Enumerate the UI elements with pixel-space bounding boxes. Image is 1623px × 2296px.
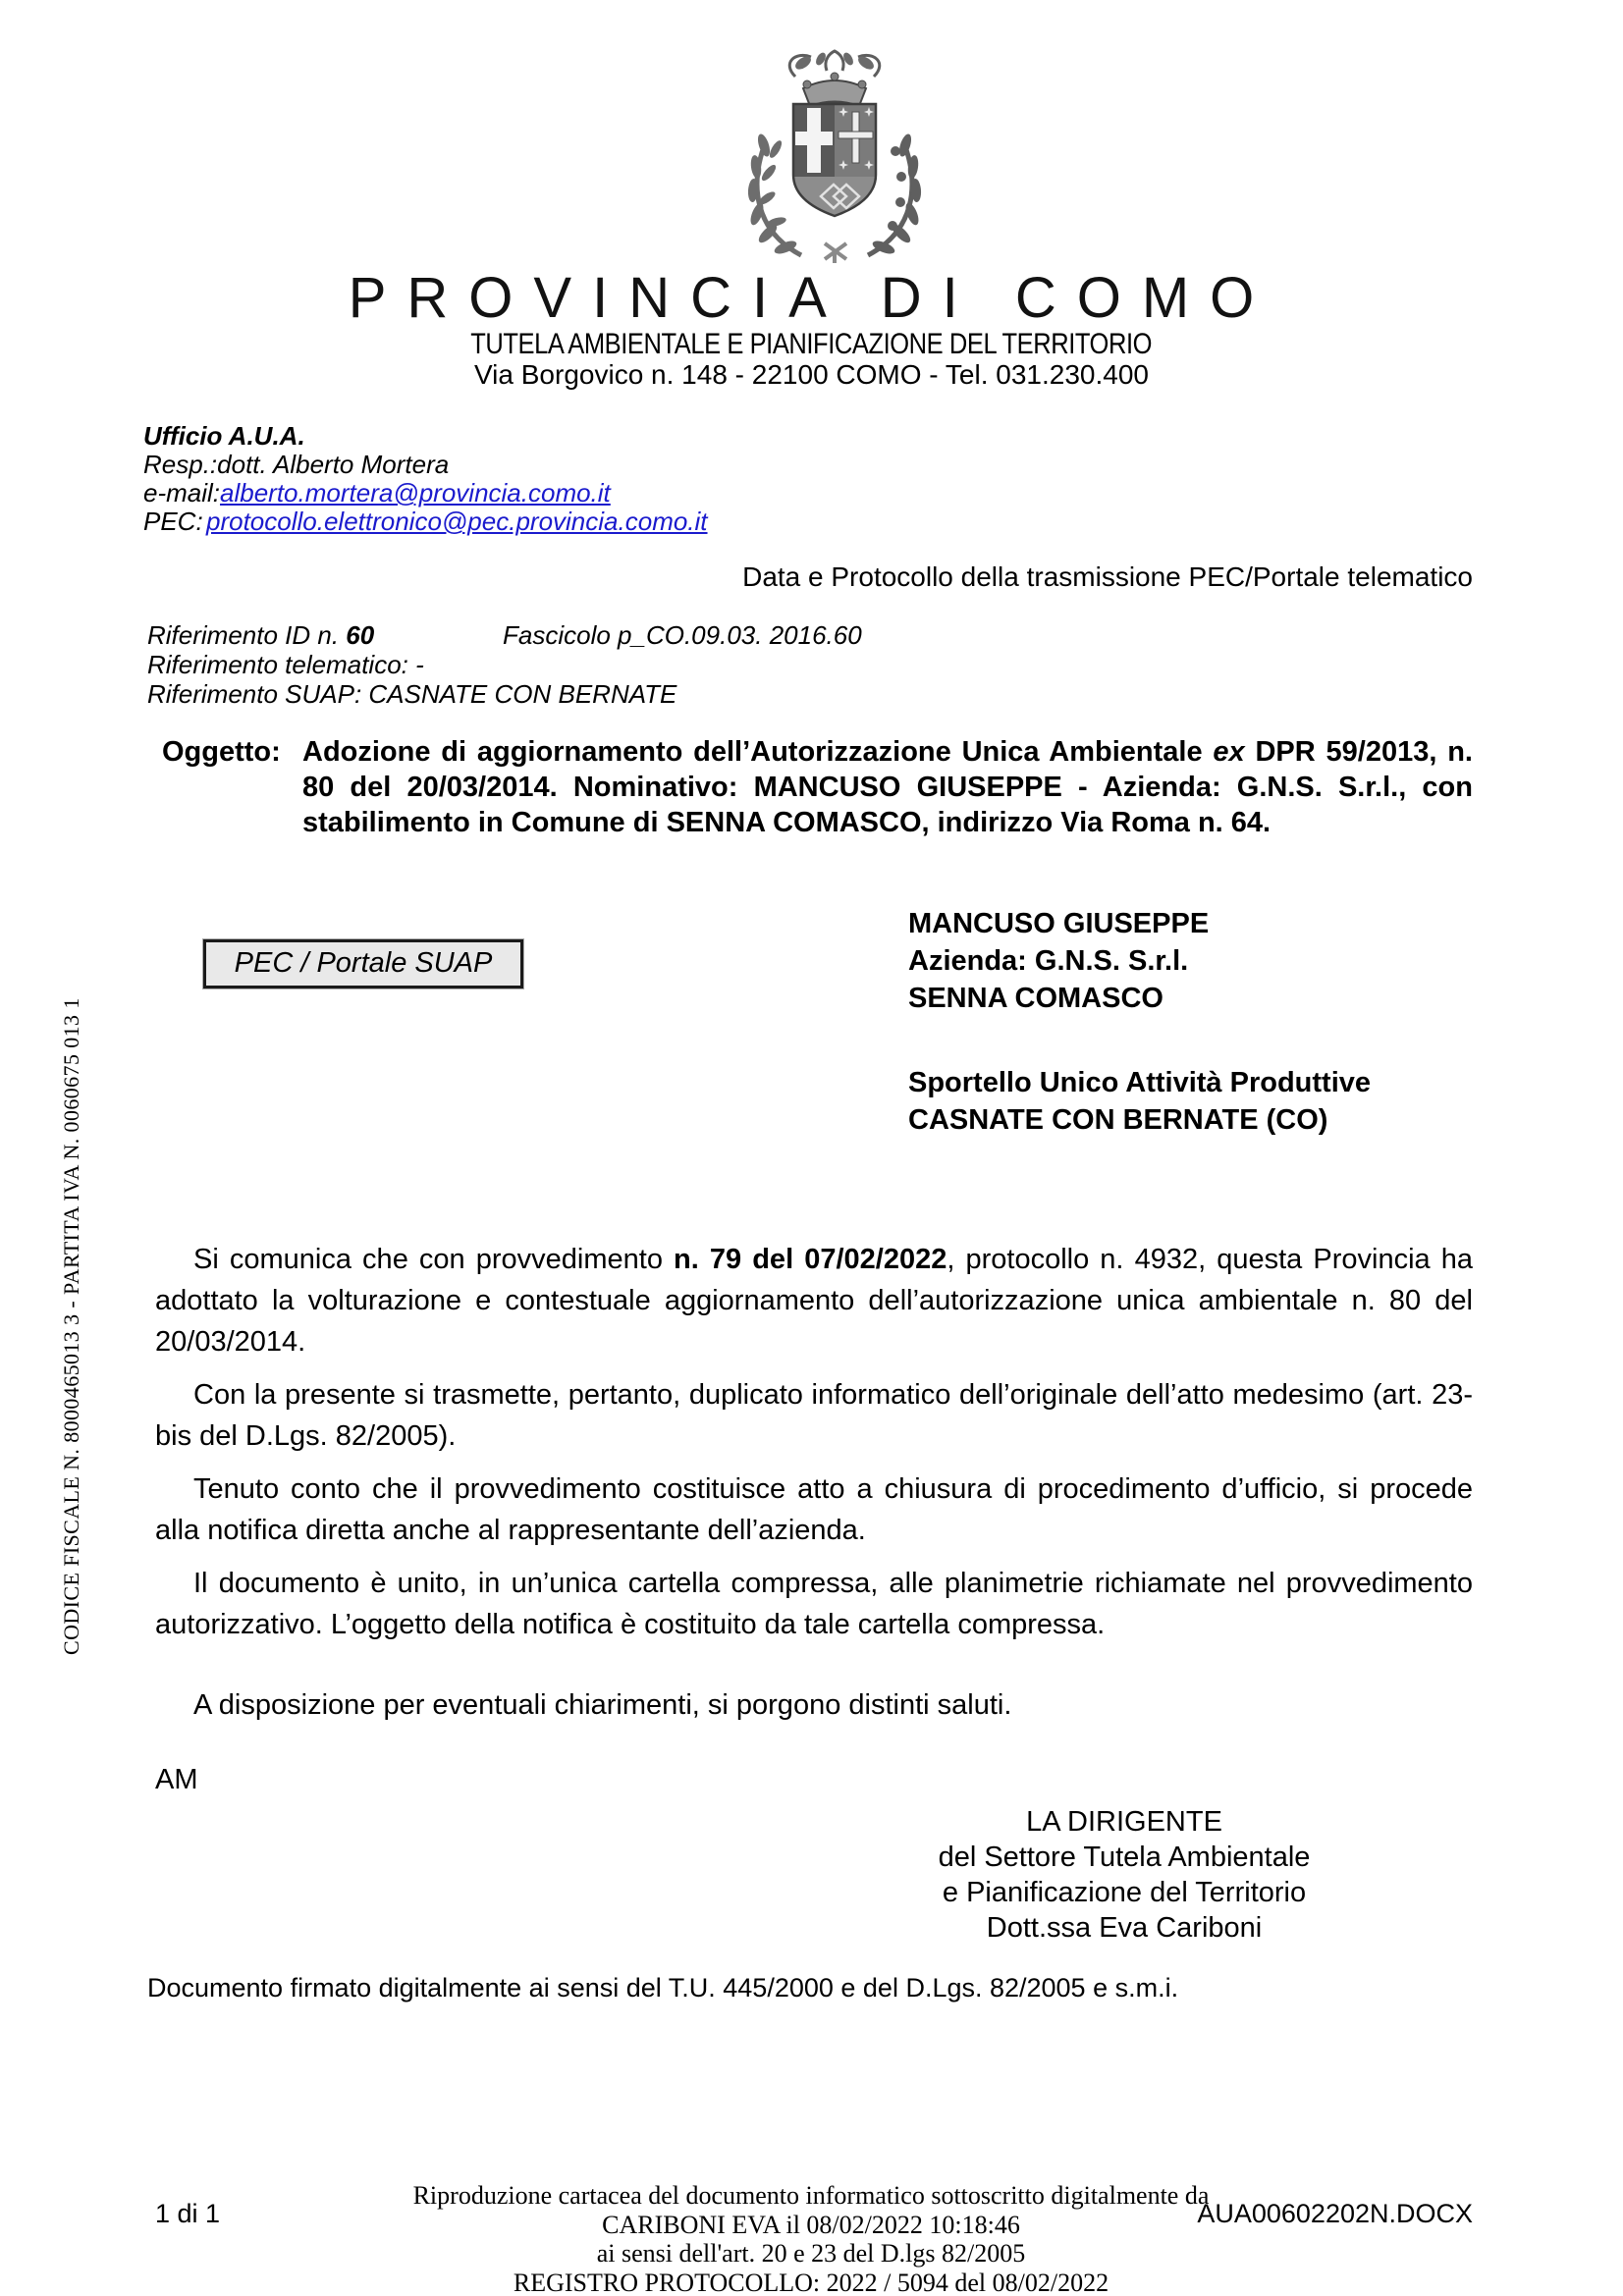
office-name: Ufficio A.U.A. — [143, 421, 305, 451]
resp-label: Resp.: — [143, 450, 218, 479]
signature-name: Dott.ssa Eva Cariboni — [986, 1912, 1263, 1944]
office-pec-line — [143, 507, 708, 536]
recipient-company: Azienda: G.N.S. S.r.l. — [908, 945, 1189, 977]
reference-telematico: Riferimento telematico: - — [147, 650, 424, 679]
reference-id-value: 60 — [346, 620, 375, 650]
pec-link[interactable]: protocollo.elettronico@pec.provincia.como.it — [206, 507, 708, 536]
fiscal-code-sidebar: CODICE FISCALE N. 8000465013 3 - PARTITA IVA N. 0060675 013 1 — [59, 997, 83, 1655]
org-department-wrap — [0, 328, 1623, 361]
signature-role: LA DIRIGENTE — [1026, 1806, 1222, 1838]
page-number: 1 di 1 — [155, 2199, 221, 2228]
shield — [793, 104, 876, 218]
closing-line: A disposizione per eventuali chiarimenti, si porgono distinti saluti. — [193, 1689, 1012, 1721]
office-email-line — [143, 479, 708, 507]
references-block — [147, 620, 862, 709]
crown — [803, 73, 866, 106]
provision-reference: n. 79 del 07/02/2022 — [674, 1244, 947, 1275]
signature-sector-2: e Pianificazione del Territorio — [942, 1877, 1307, 1908]
document-filename: AUA00602202N.DOCX — [1197, 2199, 1473, 2228]
subject-ex: ex — [1213, 736, 1245, 768]
digital-signature-note: Documento firmato digitalmente ai sensi del T.U. 445/2000 e del D.Lgs. 82/2005 e s.m.i. — [147, 1973, 1179, 2002]
signature-sector-1: del Settore Tutela Ambientale — [938, 1842, 1311, 1873]
reference-suap: Riferimento SUAP: CASNATE CON BERNATE — [147, 679, 677, 709]
reference-id-line — [147, 620, 862, 650]
subject-text: Adozione di aggiornamento dell’Autorizzazione Unica Ambientale ex DPR 59/2013, n. 80 del 20/03/2014. Nominativo: MANCUSO GIUSEPPE - Azienda: G.N.S. S.r.l., con stabilimento in Comune di SENNA COMASCO, indirizzo Via Roma n. 64. — [302, 736, 1473, 838]
author-initials: AM — [155, 1764, 198, 1795]
recipient-suap-city: CASNATE CON BERNATE (CO) — [908, 1104, 1328, 1136]
recipients-block — [908, 905, 1371, 1139]
pec-label: PEC: — [143, 507, 203, 536]
email-label: e-mail: — [143, 478, 221, 507]
org-department: TUTELA AMBIENTALE E PIANIFICAZIONE DEL TERRITORIO — [470, 328, 1153, 360]
signature-block — [776, 1804, 1473, 1946]
office-block — [143, 422, 708, 536]
reference-fascicolo: Fascicolo p_CO.09.03. 2016.60 — [503, 620, 862, 650]
footer-line-1: Riproduzione cartacea del documento informatico sottoscritto digitalmente da — [412, 2181, 1210, 2210]
footer-certification — [320, 2181, 1302, 2296]
letter-body — [155, 1239, 1473, 1812]
subject-block — [162, 734, 1473, 840]
footer-line-3: ai sensi dell'art. 20 e 23 del D.lgs 82/2005 — [596, 2239, 1026, 2268]
footer-line-2: CARIBONI EVA il 08/02/2022 10:18:46 — [602, 2210, 1020, 2239]
body-paragraph-1: Si comunica che con provvedimento n. 79 del 07/02/2022, protocollo n. 4932, questa Provincia ha adottato la volturazione e contestuale aggiornamento dell’autorizzazione unica ambientale n. 80 del 20/03/2014. — [155, 1244, 1473, 1358]
footer-line-4: REGISTRO PROTOCOLLO: 2022 / 5094 del 08/02/2022 — [513, 2268, 1109, 2296]
office-responsible — [143, 451, 708, 479]
org-title: PROVINCIA DI COMO — [348, 266, 1275, 330]
org-address: Via Borgovico n. 148 - 22100 COMO - Tel. 031.230.400 — [474, 359, 1149, 390]
transmission-protocol-note: Data e Protocollo della trasmissione PEC/Portale telematico — [742, 561, 1473, 592]
reference-id: Riferimento ID n. 60 — [147, 620, 375, 650]
subject-label: Oggetto: — [162, 736, 281, 768]
resp-name: dott. Alberto Mortera — [217, 450, 450, 479]
email-link[interactable]: alberto.mortera@provincia.como.it — [220, 478, 611, 507]
recipient-city: SENNA COMASCO — [908, 983, 1163, 1014]
provincia-como-coat-of-arms-icon — [734, 49, 935, 268]
body-paragraph-4: Il documento è unito, in un’unica cartella compressa, alle planimetrie richiamate nel provvedimento autorizzativo. L’oggetto della notifica è costituito da tale cartella compressa. — [155, 1568, 1473, 1640]
body-paragraph-2: Con la presente si trasmette, pertanto, duplicato informatico dell’originale dell’atto medesimo (art. 23-bis del D.Lgs. 82/2005). — [155, 1379, 1473, 1452]
recipient-suap-office: Sportello Unico Attività Produttive — [908, 1067, 1372, 1098]
recipient-name: MANCUSO GIUSEPPE — [908, 908, 1210, 939]
body-paragraph-3: Tenuto conto che il provvedimento costituisce atto a chiusura di procedimento d’ufficio, si procede alla notifica diretta anche al rappresentante dell’azienda. — [155, 1473, 1473, 1546]
delivery-method-box: PEC / Portale SUAP — [203, 939, 523, 988]
